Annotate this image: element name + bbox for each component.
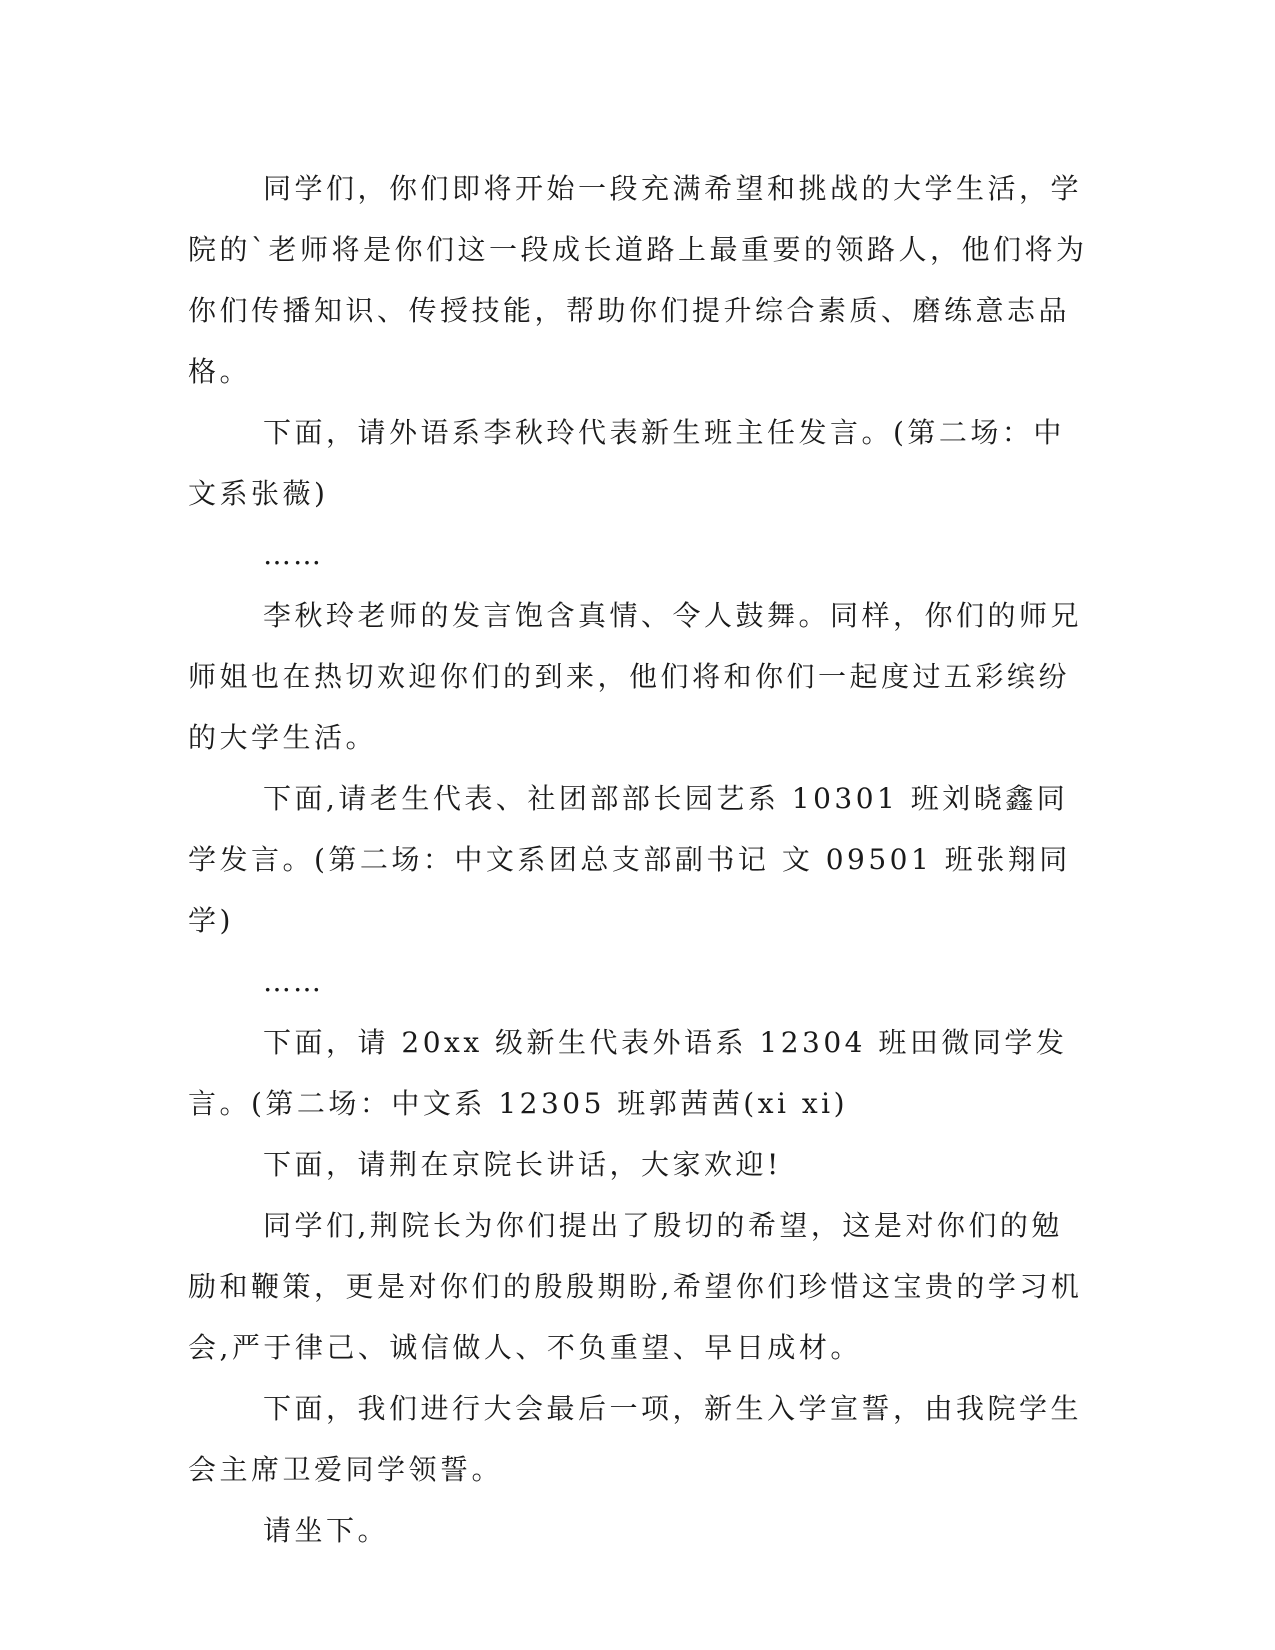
paragraph-dean-intro: 下面，请荆在京院长讲话，大家欢迎! bbox=[263, 1148, 782, 1181]
paragraph-dean-response: 同学们,荆院长为你们提出了殷切的希望，这是对你们的勉励和鞭策，更是对你们的殷殷期盼,希望你们珍惜这宝贵的学习机会,严于律己、诚信做人、不负重望、早日成材。 bbox=[188, 1209, 1083, 1364]
paragraph-teacher-speech-intro: 下面，请外语系李秋玲代表新生班主任发言。(第二场：中文系张薇) bbox=[188, 416, 1065, 510]
paragraph-new-student-intro: 下面，请 20xx 级新生代表外语系 12304 班田微同学发言。(第二场：中文系 12305 班郭茜茜(xi xi) bbox=[188, 1026, 1068, 1120]
paragraph-ellipsis: …… bbox=[263, 538, 323, 571]
paragraph-please-sit: 请坐下。 bbox=[263, 1514, 390, 1547]
document-body bbox=[188, 158, 1088, 1561]
paragraph-senior-student-intro: 下面,请老生代表、社团部部长园艺系 10301 班刘晓鑫同学发言。(第二场：中文系团总支部副书记 文 09501 班张翔同学) bbox=[188, 782, 1071, 937]
paragraph-ellipsis: …… bbox=[263, 965, 323, 998]
paragraph-oath-intro: 下面，我们进行大会最后一项，新生入学宣誓，由我院学生会主席卫爱同学领誓。 bbox=[188, 1392, 1083, 1486]
paragraph-opening-remarks: 同学们，你们即将开始一段充满希望和挑战的大学生活，学院的`老师将是你们这一段成长道路上最重要的领路人，他们将为你们传播知识、传授技能，帮助你们提升综合素质、磨练意志品格。 bbox=[188, 172, 1088, 388]
paragraph-teacher-speech-response: 李秋玲老师的发言饱含真情、令人鼓舞。同样，你们的师兄师姐也在热切欢迎你们的到来，他们将和你们一起度过五彩缤纷的大学生活。 bbox=[188, 599, 1083, 754]
